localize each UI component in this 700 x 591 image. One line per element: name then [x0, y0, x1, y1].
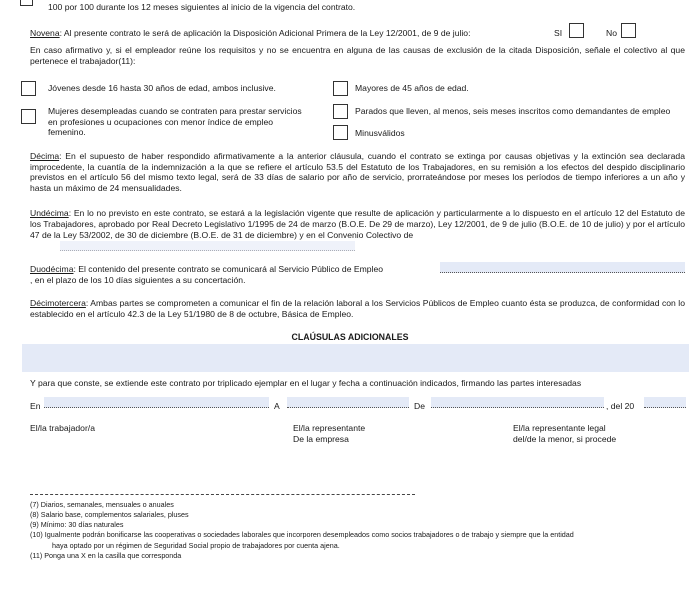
del-label: , del 20 — [606, 401, 635, 411]
de-label: De — [414, 401, 425, 411]
clausulas-heading: CLAÚSULAS ADICIONALES — [291, 332, 409, 342]
duodecima-text2: , en el plazo de los 10 días siguientes a su concertación. — [30, 275, 246, 285]
clausulas-field[interactable] — [22, 344, 689, 372]
en-label: En — [30, 401, 41, 411]
decimotercera-clause — [30, 298, 685, 319]
checkbox-top[interactable] — [20, 0, 33, 6]
mes-dots — [431, 399, 604, 408]
constancia-text: Y para que conste, se extiende este contrato por triplicado ejemplar en el lugar y fecha a continuación indicados, firmando las partes interesadas — [30, 378, 582, 388]
footnote-8: (8) Salario base, complementos salariales, pluses — [30, 510, 189, 519]
minusvalidos-checkbox[interactable] — [333, 125, 348, 140]
dia-dots — [287, 399, 409, 408]
novena-clause — [30, 28, 550, 39]
footnote-9: (9) Mínimo: 30 días naturales — [30, 520, 124, 529]
novena-text: : Al presente contrato le será de aplicación la Disposición Adicional Primera de la Ley 12/2001, de 9 de julio: — [59, 28, 471, 38]
decima-text: : En el supuesto de haber respondido afirmativamente a la anterior cláusula, cuando el contrato se extinga por causas objetivas y la extinción sea declarada improcedente, la cuantía de la indemnización a la que se refiere el artículo 53.5 del Estatuto de los Trabajadores, en su remisión a los efectos del despido disciplinario previstos en el artículo 56 del mismo texto legal, será de 33 días de salario por año de servicio, prorrateándose por meses los períodos de tiempo inferiores a un año y hasta un máximo de 24 mensualidades. — [30, 151, 685, 193]
undecima-label: Undécima — [30, 208, 69, 218]
firma-empresa-2: De la empresa — [293, 434, 349, 444]
firma-legal-1: El/la representante legal — [513, 423, 606, 433]
parados-label: Parados que lleven, al menos, seis meses inscritos como demandantes de empleo — [355, 106, 671, 116]
duodecima-label: Duodécima — [30, 264, 74, 274]
decima-label: Décima — [30, 151, 60, 161]
footnote-10: (10) Igualmente podrán bonificarse las cooperativas o sociedades laborales que incorporen desempleados como socios trabajadores o de trabajo y siempre que la entidad — [30, 530, 574, 539]
undecima-text: : En lo no previsto en este contrato, se estará a la legislación vigente que resulte de aplicación y particularmente a lo dispuesto en el artículo 12 del Estatuto de los Trabajadores, aprobado por Real Decreto Legislativo 1/1995 de 24 de marzo (B.O.E. De 29 de marzo), Ley 12/2001, de 9 de julio (B.O.E. de 10 de julio) y por el artículo 47 de la Ley 53/2002, de 30 de diciembre (B.O.E. de 31 de diciembre) y en el Convenio Colectivo de — [30, 208, 685, 241]
novena-label: Novena — [30, 28, 60, 38]
footnote-11: (11) Ponga una X en la casilla que corresponda — [30, 551, 182, 560]
duodecima-text: : El contenido del presente contrato se comunicará al Servicio Público de Empleo — [73, 264, 384, 274]
no-checkbox[interactable] — [621, 23, 636, 38]
si-label: SI — [554, 28, 563, 38]
lugar-dots — [44, 399, 269, 408]
no-label: No — [606, 28, 617, 38]
footnote-rule — [30, 494, 415, 495]
firma-trabajador: El/la trabajador/a — [30, 423, 95, 433]
parados-checkbox[interactable] — [333, 104, 348, 119]
jovenes-label: Jóvenes desde 16 hasta 30 años de edad, ambos inclusive. — [48, 83, 276, 93]
jovenes-checkbox[interactable] — [21, 81, 36, 96]
mayores-checkbox[interactable] — [333, 81, 348, 96]
servicio-empleo-dots — [440, 264, 685, 273]
anio-dots — [644, 399, 686, 408]
convenio-field[interactable] — [60, 241, 355, 251]
footnote-10-cont: haya optado por un régimen de Seguridad Social propio de trabajadores por cuenta ajena. — [52, 541, 340, 550]
mayores-label: Mayores de 45 años de edad. — [355, 83, 469, 93]
undecima-clause — [30, 208, 685, 242]
mujeres-checkbox[interactable] — [21, 109, 36, 124]
decimotercera-text: : Ambas partes se comprometen a comunicar el fin de la relación laboral a los Servicios Públicos de Empleo cuanto ésta se produzca, de conformidad con lo establecido en el artículo 42.3 de la Ley 51/1980 de 8 de octubre, Básica de Empleo. — [30, 298, 685, 319]
firma-legal-2: del/de la menor, si procede — [513, 434, 617, 444]
decimotercera-label: Décimotercera — [30, 298, 86, 308]
firma-empresa-1: El/la representante — [293, 423, 366, 433]
minusvalidos-label: Minusválidos — [355, 128, 405, 138]
mujeres-label: Mujeres desempleadas cuando se contraten para prestar servicios en profesiones u ocupaciones con menor índice de empleo femenino. — [48, 106, 302, 138]
top-line: 100 por 100 durante los 12 meses siguientes al inicio de la vigencia del contrato. — [48, 2, 356, 12]
footnote-7: (7) Diarios, semanales, mensuales o anuales — [30, 500, 174, 509]
a-label: A — [274, 401, 280, 411]
afirmativo-text: En caso afirmativo y, si el empleador reúne los requisitos y no se encuentra en alguna de las causas de exclusión de la citada Disposición, señale el colectivo al que pertenece el trabajador(11): — [30, 45, 685, 66]
decima-clause — [30, 151, 685, 193]
si-checkbox[interactable] — [569, 23, 584, 38]
duodecima-clause — [30, 264, 450, 275]
